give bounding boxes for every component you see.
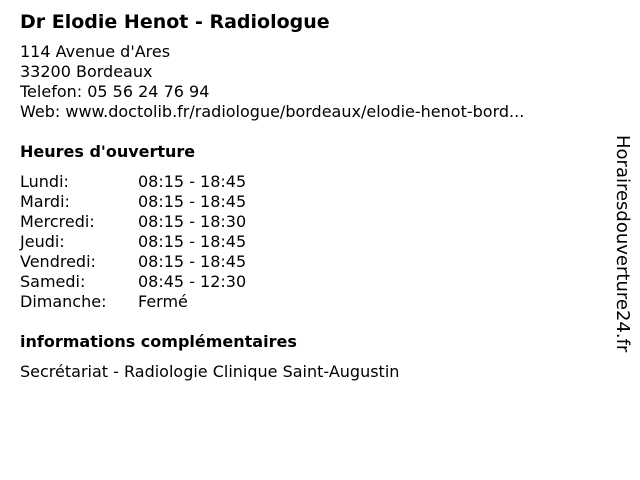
hours-row-friday — [20, 252, 600, 272]
time-value: 08:15 - 18:45 — [138, 252, 247, 271]
time-value: 08:15 - 18:45 — [138, 232, 247, 251]
day-label: Dimanche: — [20, 292, 107, 311]
info-text: Secrétariat - Radiologie Clinique Saint-Augustin — [20, 362, 400, 381]
phone-number: Telefon: 05 56 24 76 94 — [20, 82, 210, 101]
hours-row-wednesday — [20, 212, 600, 232]
day-label: Jeudi: — [20, 232, 65, 251]
time-value: 08:15 - 18:30 — [138, 212, 247, 231]
time-value: 08:15 - 18:45 — [138, 172, 247, 191]
hours-row-monday — [20, 172, 600, 192]
time-value: 08:45 - 12:30 — [138, 272, 247, 291]
day-label: Mardi: — [20, 192, 70, 211]
time-value: Fermé — [138, 292, 188, 311]
brand-watermark: Horairesdouverture24.fr — [612, 135, 633, 353]
address-street: 114 Avenue d'Ares — [20, 42, 171, 61]
hours-row-tuesday — [20, 192, 600, 212]
hours-row-thursday — [20, 232, 600, 252]
hours-row-saturday — [20, 272, 600, 292]
day-label: Mercredi: — [20, 212, 95, 231]
hours-heading: Heures d'ouverture — [20, 142, 196, 161]
day-label: Vendredi: — [20, 252, 96, 271]
listing-card — [20, 10, 600, 382]
day-label: Samedi: — [20, 272, 86, 291]
hours-row-sunday — [20, 292, 600, 312]
info-heading: informations complémentaires — [20, 332, 297, 351]
hours-table — [20, 172, 600, 312]
website-link: Web: www.doctolib.fr/radiologue/bordeaux/elodie-henot-bord... — [20, 102, 525, 121]
address-city: 33200 Bordeaux — [20, 62, 153, 81]
time-value: 08:15 - 18:45 — [138, 192, 247, 211]
day-label: Lundi: — [20, 172, 69, 191]
page-title: Dr Elodie Henot - Radiologue — [20, 11, 330, 33]
